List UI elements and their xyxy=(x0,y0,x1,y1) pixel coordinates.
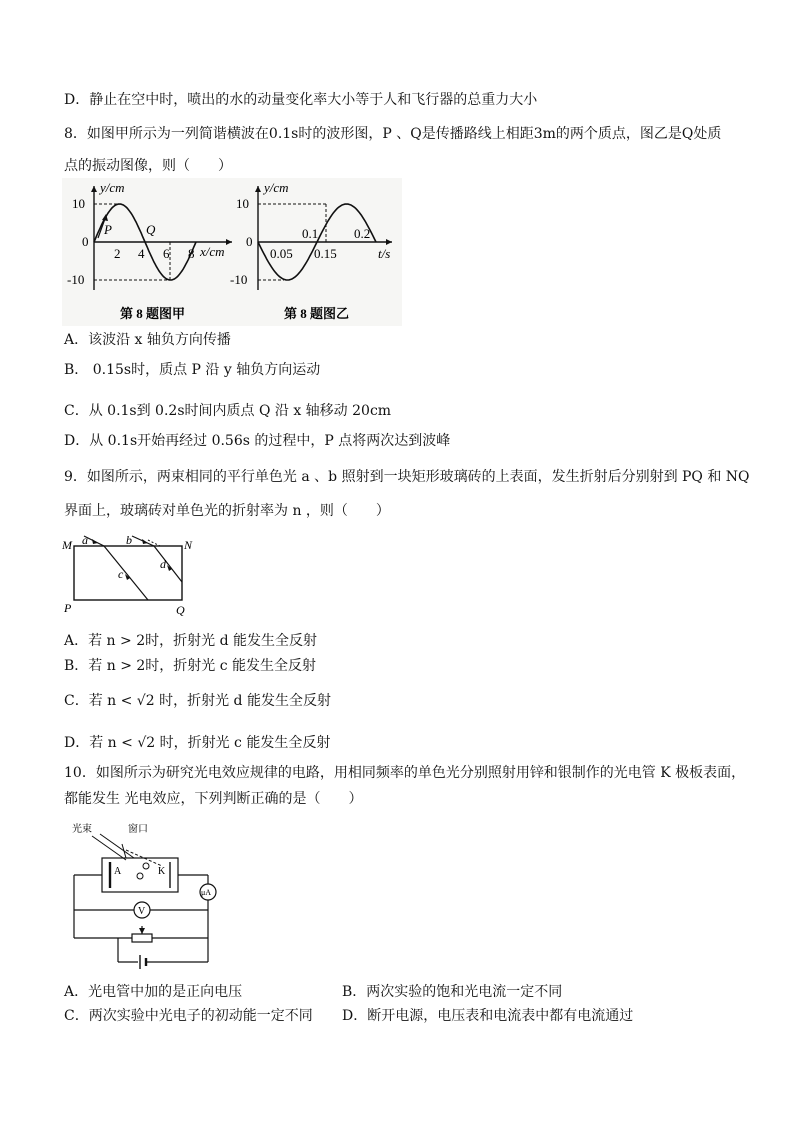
q8-option-d: D．从 0.1s开始再经过 0.56s 的过程中，P 点将两次达到波峰 xyxy=(64,433,451,449)
figb-ttick-01: 0.1 xyxy=(302,226,319,241)
label-cathode: K xyxy=(158,866,166,877)
ray-d-refracted xyxy=(154,546,182,582)
figb-ttick-015: 0.15 xyxy=(314,246,337,261)
q9-option-d: D．若 n < √2 时，折射光 c 能发生全反射 xyxy=(64,735,331,751)
label-anode: A xyxy=(114,866,122,877)
label-p: P xyxy=(64,601,72,615)
q9-stem-line1: 9．如图所示，两束相同的平行单色光 a 、b 照射到一块矩形玻璃砖的上表面，发生折射后分别射到 PQ 和 NQ xyxy=(64,469,750,485)
figa-xtick-4: 4 xyxy=(138,246,145,261)
figa-ylabel: y/cm xyxy=(100,180,125,195)
q8-option-c: C．从 0.1s到 0.2s时间内质点 Q 沿 x 轴移动 20cm xyxy=(64,403,392,419)
figb-ylabel: y/cm xyxy=(264,180,289,195)
label-voltmeter: V xyxy=(138,906,146,917)
q10-option-a: A．光电管中加的是正向电压 xyxy=(64,984,243,1000)
figa-xtick-6: 6 xyxy=(163,246,170,261)
q8-stem-line1: 8．如图甲所示为一列简谐横波在0.1s时的波形图，P 、Q是传播路线上相距3m的两个质点，图乙是Q处质 xyxy=(64,126,722,142)
figb-caption: 第 8 题图乙 xyxy=(284,306,350,321)
label-microammeter: μA xyxy=(201,888,212,897)
label-window: 窗口 xyxy=(128,824,148,835)
figa-point-q: Q xyxy=(146,222,156,237)
figb-ttick-02: 0.2 xyxy=(354,226,371,241)
q9-option-a: A．若 n > 2时，折射光 d 能发生全反射 xyxy=(64,633,317,649)
q10-stem-line1: 10．如图所示为研究光电效应规律的电路，用相同频率的单色光分别照射用锌和银制作的光电管 K 极板表面， xyxy=(64,765,746,781)
figb-ytick-10: 10 xyxy=(236,196,249,211)
ray-c-refracted xyxy=(104,546,148,600)
figa-ytick-10: 10 xyxy=(72,196,85,211)
q7-option-d: D．静止在空中时，喷出的水的动量变化率大小等于人和飞行器的总重力大小 xyxy=(64,92,538,108)
q10-stem-line2: 都能发生 光电效应，下列判断正确的是（ ） xyxy=(64,791,363,807)
q10-figure xyxy=(62,820,232,970)
q9-option-b: B．若 n > 2时，折射光 c 能发生全反射 xyxy=(64,658,317,674)
light-ray-2 xyxy=(100,834,134,858)
figa-ytick-neg10: -10 xyxy=(67,272,85,287)
q8-figure xyxy=(62,178,402,326)
q10-option-d: D．断开电源，电压表和电流表中都有电流通过 xyxy=(342,1008,634,1024)
figa-xtick-8: 8 xyxy=(188,246,195,261)
rheostat xyxy=(132,934,152,942)
q8-option-b: B． 0.15s时，质点 P 沿 y 轴负方向运动 xyxy=(64,362,321,378)
light-ray-1 xyxy=(92,836,126,860)
figb-ttick-005: 0.05 xyxy=(270,246,293,261)
label-light-beam: 光束 xyxy=(72,824,92,835)
figa-xlabel: x/cm xyxy=(200,244,225,259)
figa-caption: 第 8 题图甲 xyxy=(120,306,186,321)
label-q: Q xyxy=(176,603,185,617)
q8-option-a: A．该波沿 x 轴负方向传播 xyxy=(64,332,231,348)
q9-stem-line2: 界面上，玻璃砖对单色光的折射率为 n ，则（ ） xyxy=(64,503,390,519)
q10-option-b: B．两次实验的饱和光电流一定不同 xyxy=(342,984,563,1000)
q8-stem-line2: 点的振动图像，则（ ） xyxy=(64,158,232,174)
q9-figure xyxy=(62,530,202,618)
label-b: b xyxy=(126,533,132,547)
label-d: d xyxy=(160,557,166,571)
glass-brick xyxy=(74,546,182,600)
figa-xtick-2: 2 xyxy=(114,246,121,261)
figb-ytick-neg10: -10 xyxy=(230,272,248,287)
label-m: M xyxy=(62,538,72,552)
label-n: N xyxy=(184,538,193,552)
q9-option-c: C．若 n < √2 时，折射光 d 能发生全反射 xyxy=(64,693,331,709)
figa-ytick-0: 0 xyxy=(82,234,89,249)
figb-ytick-0: 0 xyxy=(246,234,253,249)
label-c: c xyxy=(118,567,124,581)
q10-option-c: C．两次实验中光电子的初动能一定不同 xyxy=(64,1008,313,1024)
label-a: a xyxy=(82,533,88,547)
figb-xlabel: t/s xyxy=(378,246,391,261)
figa-point-p: P xyxy=(104,222,112,237)
